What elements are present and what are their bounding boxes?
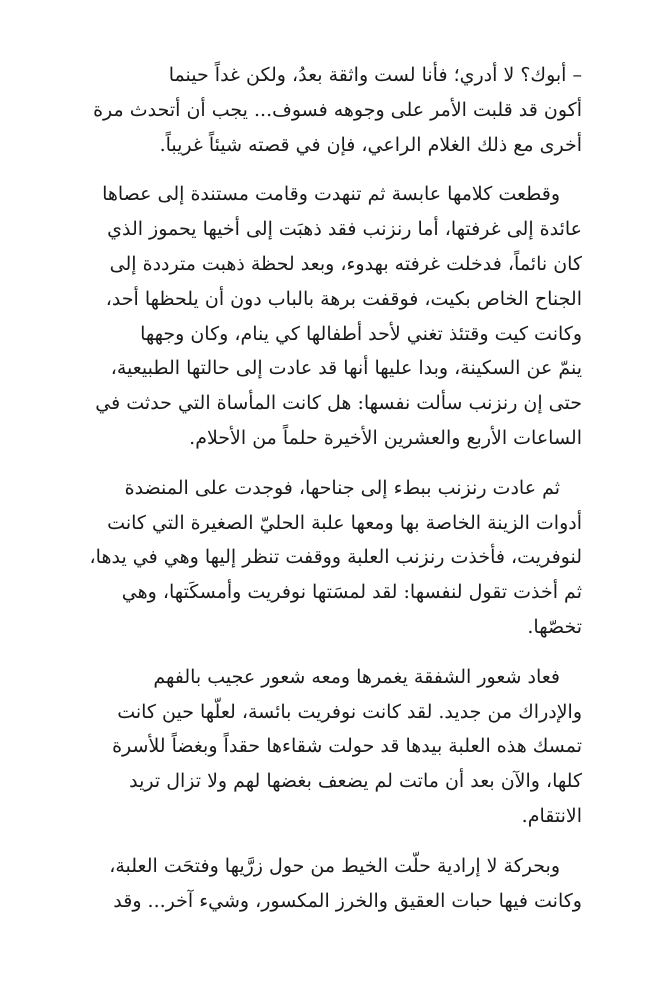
text-line: وبحركة لا إرادية حلّت الخيط من حول زرَّيها وفتحَت العلبة، [109, 854, 560, 877]
text-line: كان نائماً، فدخلت غرفته بهدوء، وبعد لحظة ذهبت مترددة إلى [109, 252, 582, 275]
paragraph [66, 471, 582, 645]
paragraph [66, 177, 582, 455]
text-line: الساعات الأربع والعشرين الأخيرة حلماً من الأحلام. [189, 426, 582, 449]
text-line: عائدة إلى غرفتها، أما رنزنب فقد ذهبَت إلى أخيها يحموز الذي [107, 218, 582, 241]
book-page [66, 58, 582, 933]
text-line: تخصّها. [527, 615, 582, 638]
text-line: الجناح الخاص بكيت، فوقفت برهة بالباب دون أن يلحظها أحد، [105, 287, 582, 310]
text-line: الانتقام. [521, 804, 582, 827]
paragraph [66, 849, 582, 919]
text-line: أدوات الزينة الخاصة بها ومعها علبة الحليّ الصغيرة التي كانت [107, 511, 582, 534]
text-line: ينمّ عن السكينة، وبدا عليها أنها قد عادت إلى حالتها الطبيعية، [110, 357, 582, 380]
text-line: حتى إن رنزنب سألت نفسها: هل كانت المأساة التي حدثت في [95, 392, 582, 415]
text-line: ثم أخذت تقول لنفسها: لقد لمسَتها نوفريت وأمسكَتها، وهي [121, 581, 582, 604]
text-line: أخرى مع ذلك الغلام الراعي، فإن في قصته شيئاً غريباً. [159, 133, 582, 156]
text-line: ثم عادت رنزنب ببطء إلى جناحها، فوجدت على المنضدة [124, 476, 560, 499]
text-line: تمسك هذه العلبة بيدها قد حولت شقاءها حقداً وبغضاً للأسرة [112, 735, 582, 758]
text-line: والإدراك من جديد. لقد كانت نوفريت بائسة، لعلّها حين كانت [117, 700, 582, 723]
text-line: وكانت كيت وقتئذ تغني لأحد أطفالها كي ينام، وكان وجهها [140, 322, 582, 345]
text-line: كلها، والآن بعد أن ماتت لم يضعف بغضها لهم ولا تزال تريد [129, 770, 582, 793]
paragraph [66, 660, 582, 834]
text-line: وكانت فيها حبات العقيق والخرز المكسور، وشيء آخر... وقد [113, 889, 582, 912]
text-line: – أبوك؟ لا أدري؛ فأنا لست واثقة بعدُ، ولكن غداً حينما [168, 64, 582, 86]
paragraph [66, 58, 582, 162]
text-line: لنوفريت، فأخذت رنزنب العلبة ووقفت تنظر إليها وهي في يدها، [89, 546, 582, 569]
text-line: فعاد شعور الشفقة يغمرها ومعه شعور عجيب بالفهم [153, 665, 560, 688]
text-line: أكون قد قلبت الأمر على وجوهه فسوف... يجب أن أتحدث مرة [93, 98, 582, 121]
text-line: وقطعت كلامها عابسة ثم تنهدت وقامت مستندة إلى عصاها [102, 183, 560, 206]
